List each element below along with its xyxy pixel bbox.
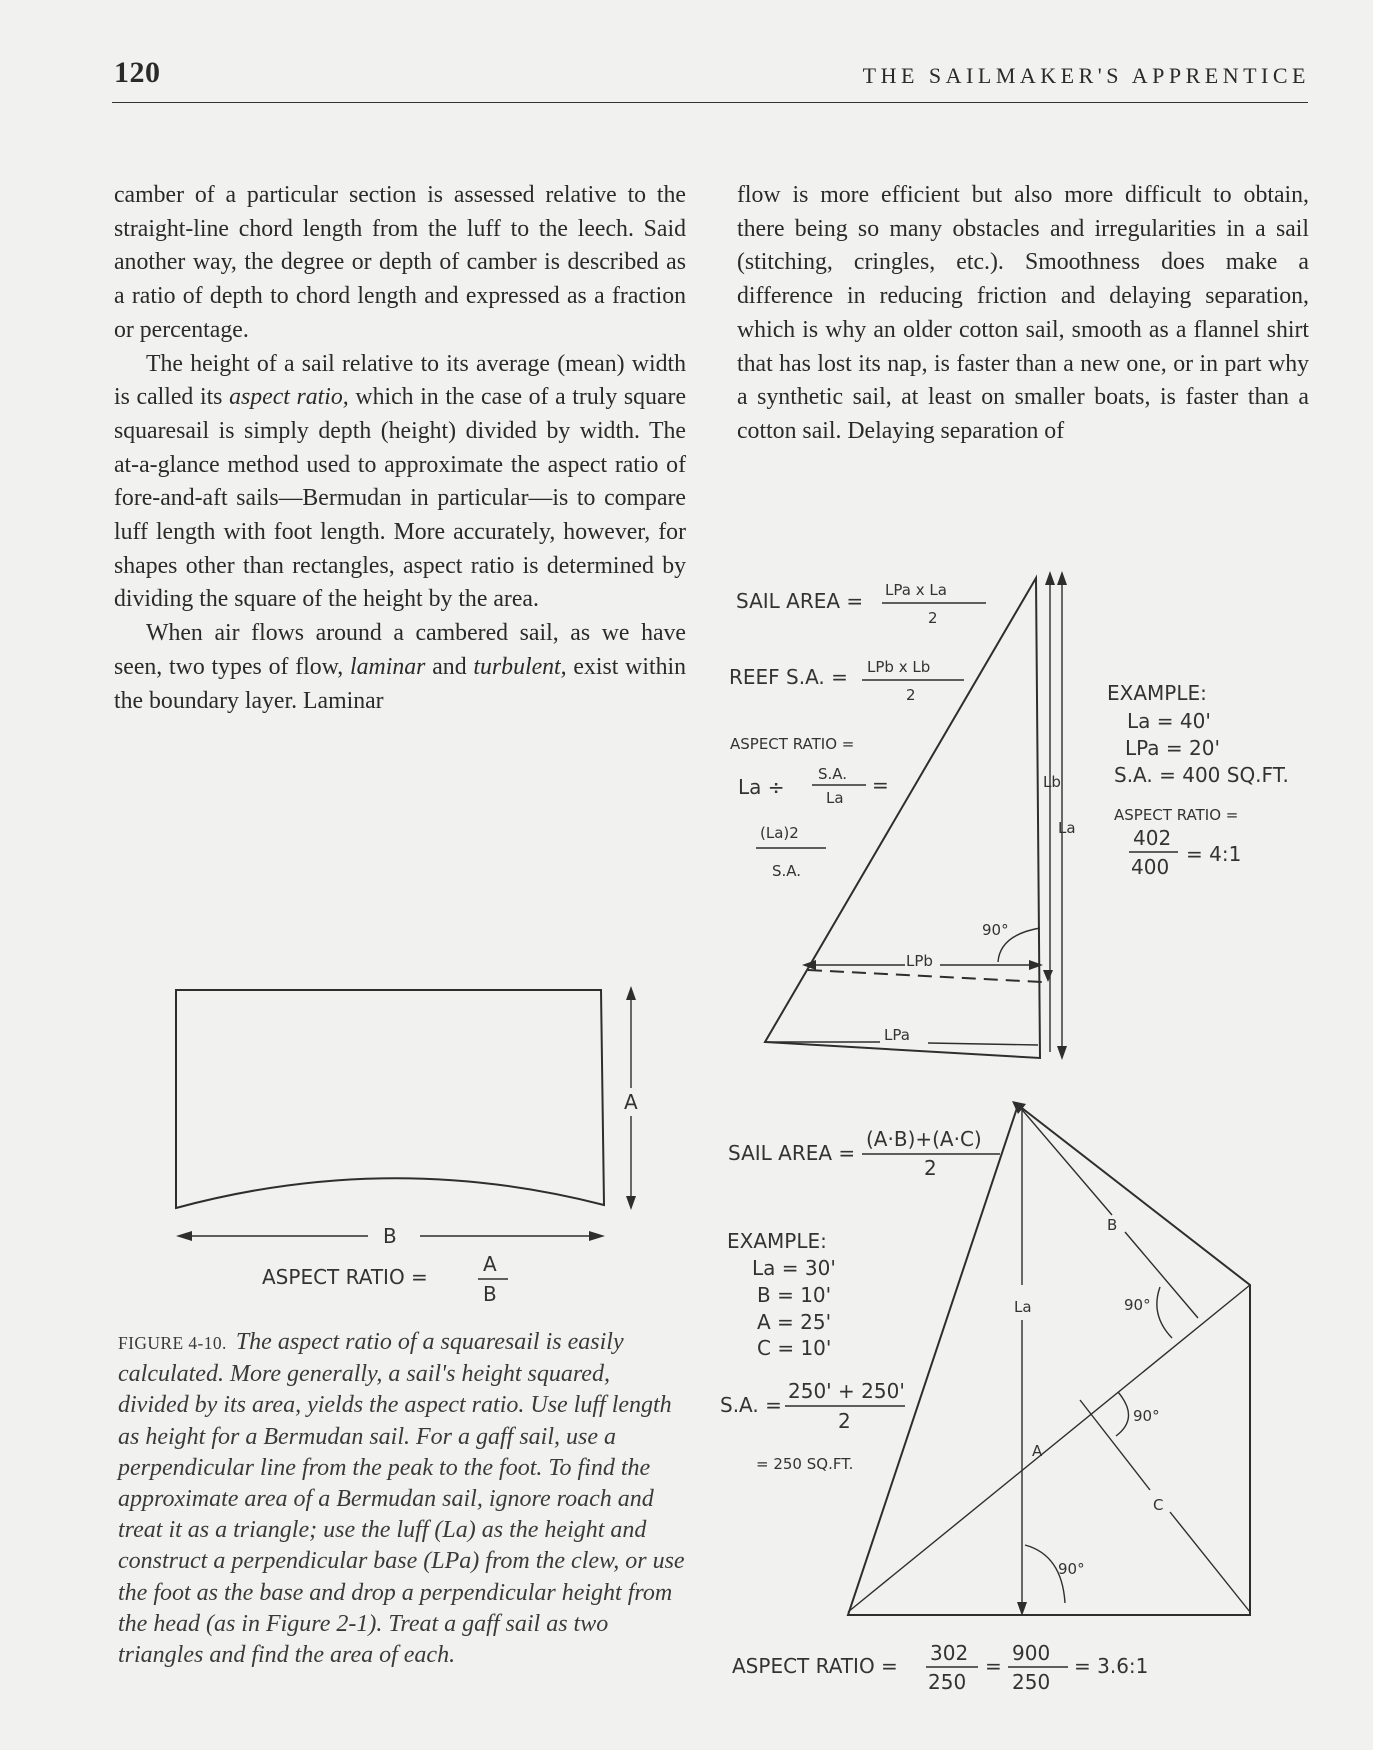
arrowhead [1029, 960, 1043, 970]
example-ratio-label: ASPECT RATIO = [1114, 806, 1239, 824]
label-a: A [1032, 1442, 1043, 1460]
example-c: C = 10' [757, 1336, 832, 1360]
label-a: A [624, 1090, 638, 1114]
right-angle-label-2: 90° [1133, 1407, 1160, 1425]
caption-text: The aspect ratio of a squaresail is easily calculated. More generally, a sail's height squared, divided by its area, yields the aspect ratio. Use luff length as height for a Bermudan sail. For a gaff sail, use a perpendicular line from the peak to the foot. To find the approximate area of a Bermudan sail, ignore roach and treat it as a triangle; use the luff (La) as the height and construct a perpendicular base (LPa) from the clew, or use the foot as the base and drop a perpendicular height from the head (as in Figure 2-1). Treat a gaff sail as two triangles and find the area of each. [118, 1329, 685, 1669]
lpa-line [928, 1043, 1038, 1045]
ratio-denominator-2: 250 [1012, 1670, 1051, 1694]
luff-mark-b: Lb [1043, 773, 1061, 791]
sail-area-denominator: 2 [928, 609, 938, 627]
aspect-sq-numerator: (La)2 [760, 824, 799, 842]
aspect-expr-left: La ÷ [738, 775, 785, 799]
example-ratio-result: = 4:1 [1186, 842, 1242, 866]
area-label: S.A. = [720, 1393, 782, 1417]
aspect-expr-denominator: La [826, 789, 844, 807]
lpb-label: LPb [906, 952, 933, 970]
right-angle-arc [1157, 1287, 1172, 1338]
ratio-denominator-1: 250 [928, 1670, 967, 1694]
sail-area-label: SAIL AREA = [728, 1141, 856, 1165]
area-result: = 250 SQ.FT. [756, 1455, 854, 1473]
example-ratio-numerator: 402 [1133, 826, 1172, 850]
page-number: 120 [114, 56, 161, 89]
ratio-numerator-2: 900 [1012, 1641, 1051, 1665]
arrowhead [626, 986, 636, 1000]
sail-area-numerator: LPa x La [885, 581, 947, 599]
sail-area-label: SAIL AREA = [736, 589, 864, 613]
area-numerator: 250' + 250' [788, 1379, 905, 1403]
perpendicular-c [1170, 1512, 1250, 1612]
right-angle-label-3: 90° [1058, 1560, 1085, 1578]
area-denominator: 2 [838, 1409, 851, 1433]
aspect-sq-denominator: S.A. [772, 862, 802, 880]
perpendicular-b [1018, 1105, 1112, 1215]
gaff-sail-outline [848, 1105, 1250, 1615]
reef-area-denominator: 2 [906, 686, 916, 704]
aspect-expr-equals: = [872, 773, 889, 797]
example-b: B = 10' [757, 1283, 832, 1307]
running-head: THE SAILMAKER'S APPRENTICE [862, 63, 1310, 88]
bermudan-sail-outline [765, 578, 1040, 1058]
squaresail-outline [176, 990, 604, 1208]
squaresail-figure [176, 986, 638, 1306]
right-angle-arc [1116, 1392, 1129, 1436]
lpa-label: LPa [884, 1026, 910, 1044]
reef-line [808, 970, 1042, 982]
text-run: exist within the boundary layer. Laminar [114, 653, 686, 714]
label-luff: La [1014, 1298, 1032, 1316]
aspect-ratio-label: ASPECT RATIO = [262, 1265, 428, 1289]
ratio-equals: = [985, 1654, 1002, 1678]
arrowhead [626, 1196, 636, 1210]
paragraph: camber of a particular section is assessed relative to the straight-line chord length from the luff to the leech. Said another way, the degree or depth of camber is described as a ratio of depth to chord length and expressed as a fraction or percentage. [114, 182, 686, 343]
ratio-denominator: B [483, 1282, 497, 1306]
label-c: C [1153, 1496, 1164, 1514]
diagonal-a [848, 1285, 1250, 1612]
sail-area-denominator: 2 [924, 1156, 937, 1180]
aspect-ratio-label: ASPECT RATIO = [732, 1654, 898, 1678]
gaff-sail-figure [720, 1101, 1250, 1694]
example-luff: La = 40' [1127, 709, 1211, 733]
paragraph: flow is more efficient but also more difficult to obtain, there being so many obstacles and irregularities in a sail (stitching, cringles, etc.). Smoothness does make a difference in reducing friction and delaying separation, which is why an older cotton sail, smooth as a flannel shirt that has lost its nap, is faster than a new one, or in part why a synthetic sail, at least on smaller boats, is faster than a cotton sail. Delaying separation of [737, 182, 1309, 444]
arrowhead [589, 1231, 605, 1241]
aspect-expr-numerator: S.A. [818, 765, 848, 783]
italic-term: laminar [350, 653, 426, 680]
reef-area-numerator: LPb x Lb [867, 658, 931, 676]
example-a: A = 25' [757, 1310, 832, 1334]
ratio-result: = 3.6:1 [1074, 1654, 1149, 1678]
italic-term: turbulent, [473, 653, 567, 680]
arrowhead [1057, 1046, 1067, 1060]
figure-caption [118, 1327, 685, 1671]
aspect-ratio-label: ASPECT RATIO = [730, 735, 855, 753]
arrowhead [1043, 970, 1053, 982]
text-run: When air flows around a cambered sail, as we have seen, two types of flow, [114, 620, 686, 680]
example-luff: La = 30' [752, 1256, 836, 1280]
arrowhead [176, 1231, 192, 1241]
example-lp: LPa = 20' [1125, 736, 1220, 760]
right-angle-label-1: 90° [1124, 1296, 1151, 1314]
italic-term: aspect ratio, [229, 384, 349, 411]
figure-label: FIGURE 4-10. [118, 1333, 227, 1353]
luff-mark-a: La [1058, 819, 1076, 837]
arrowhead [1045, 571, 1055, 585]
right-angle-label: 90° [982, 921, 1009, 939]
reef-area-label: REEF S.A. = [729, 665, 848, 689]
text-run: The height of a sail relative to its average (mean) width is called its [114, 350, 686, 411]
bermudan-sail-figure [729, 571, 1289, 1060]
sail-area-numerator: (A·B)+(A·C) [866, 1127, 982, 1151]
text-run: which in the case of a truly square squaresail is simply depth (height) divided by width. The at-a-glance method used to approximate the aspect ratio of fore-and-aft sails—Bermudan in particular—is to compare luff length with foot length. More accurately, however, for shapes other than rectangles, aspect ratio is determined by dividing the square of the height by the area. [114, 384, 687, 613]
example-title: EXAMPLE: [727, 1229, 827, 1253]
example-ratio-denominator: 400 [1131, 855, 1170, 879]
example-title: EXAMPLE: [1107, 681, 1207, 705]
ratio-numerator-1: 302 [930, 1641, 969, 1665]
ratio-numerator: A [483, 1252, 497, 1276]
arrowhead [1017, 1602, 1027, 1616]
label-b: B [383, 1224, 397, 1248]
example-area: S.A. = 400 SQ.FT. [1114, 763, 1289, 787]
text-run: and [425, 653, 474, 680]
arrowhead [1057, 571, 1067, 585]
label-b: B [1107, 1216, 1118, 1234]
